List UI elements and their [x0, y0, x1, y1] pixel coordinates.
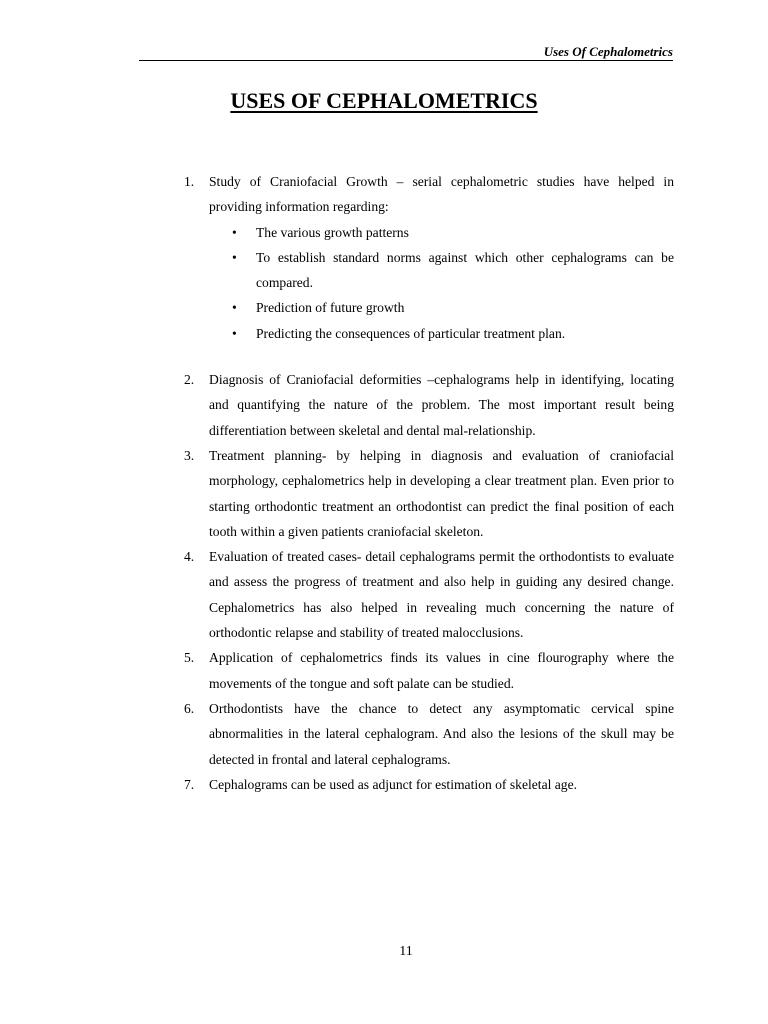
item-text: Treatment planning- by helping in diagnosis and evaluation of craniofacial morphology, cephalometrics help in developing a clear treatment plan. Even prior to starting orthodontic treatment an orthodontist can predict the final position of each tooth within a given patients craniofacial skeleton.	[209, 447, 674, 539]
item-number: 5.	[184, 650, 195, 666]
running-header: Uses Of Cephalometrics	[139, 44, 673, 61]
list-item	[184, 169, 674, 367]
bullet-icon: •	[232, 224, 237, 240]
sub-item-text: The various growth patterns	[256, 224, 409, 240]
item-text: Cephalograms can be used as adjunct for estimation of skeletal age.	[209, 776, 578, 792]
uses-list	[184, 169, 674, 797]
item-number: 7.	[184, 776, 195, 792]
sub-list-item	[232, 295, 674, 320]
sub-item-text: Predicting the consequences of particular treatment plan.	[256, 325, 566, 341]
list-item	[184, 367, 674, 443]
item-text: Evaluation of treated cases- detail cephalograms permit the orthodontists to evaluate and assess the progress of treatment and also help in guiding any desired change. Cephalometrics has also helped in revealing much concerning the nature of orthodontic relapse and stability of treated malocclusions.	[209, 549, 674, 641]
list-item	[184, 443, 674, 544]
item-text: Study of Craniofacial Growth – serial cephalometric studies have helped in providing information regarding:	[209, 174, 674, 215]
item-number: 3.	[184, 447, 195, 463]
sub-item-text: Prediction of future growth	[256, 300, 405, 316]
item-text: Orthodontists have the chance to detect any asymptomatic cervical spine abnormalities in the lateral cephalogram. And also the lesions of the skull may be detected in frontal and lateral cephalograms.	[209, 700, 674, 767]
bullet-icon: •	[232, 300, 237, 316]
page-number: 11	[399, 944, 413, 959]
item-text: Application of cephalometrics finds its values in cine flourography where the movements of the tongue and soft palate can be studied.	[209, 650, 674, 691]
list-item	[184, 772, 674, 797]
list-item	[184, 645, 674, 696]
sub-list	[209, 220, 674, 346]
sub-list-item	[232, 245, 674, 296]
page-title: USES OF CEPHALOMETRICS	[230, 88, 538, 113]
document-body	[184, 169, 674, 797]
sub-list-item	[232, 220, 674, 245]
item-number: 2.	[184, 372, 195, 388]
paragraph-gap	[209, 346, 674, 367]
bullet-icon: •	[232, 325, 237, 341]
list-item	[184, 696, 674, 772]
item-number: 1.	[184, 174, 195, 189]
sub-list-item	[232, 321, 674, 346]
list-item	[184, 544, 674, 645]
item-number: 4.	[184, 549, 195, 565]
bullet-icon: •	[232, 249, 237, 265]
sub-item-text: To establish standard norms against which other cephalograms can be compared.	[256, 249, 674, 291]
item-text: Diagnosis of Craniofacial deformities –cephalograms help in identifying, locating and quantifying the nature of the problem. The most important result being differentiation between skeletal and dental mal-relationship.	[209, 372, 674, 438]
item-number: 6.	[184, 700, 195, 716]
